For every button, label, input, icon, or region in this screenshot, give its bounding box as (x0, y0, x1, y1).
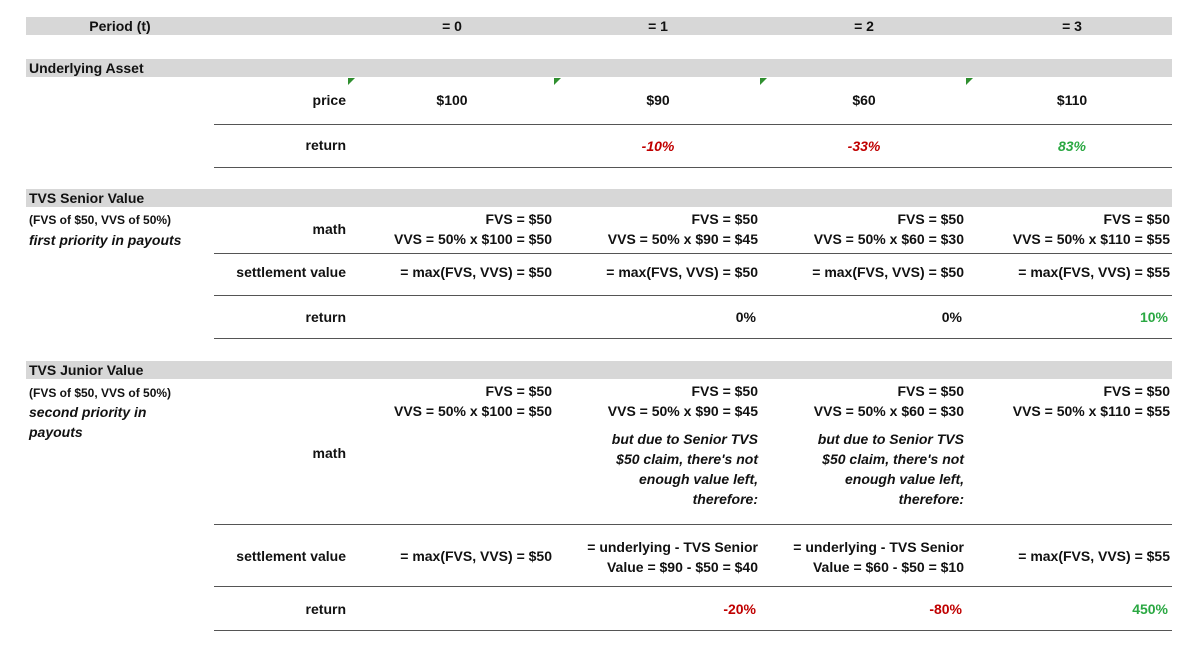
junior-note: (FVS of $50, VVS of 50%) (29, 386, 172, 400)
senior-math-t1 (558, 209, 758, 249)
row-divider (214, 295, 1172, 296)
row-divider (214, 586, 1172, 587)
underlying-return-t3: 83% (1057, 138, 1087, 154)
senior-section-bar (26, 189, 1172, 207)
senior-settlement-t3: = max(FVS, VVS) = $55 (1018, 264, 1170, 280)
senior-math-t3 (968, 209, 1170, 249)
junior-settlement-label: settlement value (236, 548, 346, 564)
underlying-section-bar (26, 59, 1172, 77)
settlement-line: = underlying - TVS Senior (793, 539, 964, 555)
junior-settlement-t3: = max(FVS, VVS) = $55 (1018, 548, 1170, 564)
senior-math-t2 (764, 209, 964, 249)
row-divider (214, 524, 1172, 525)
cell-marker-icon (348, 78, 355, 85)
junior-fvs-t1: FVS = $50 (691, 383, 758, 399)
price-label: price (312, 92, 346, 108)
junior-math-t3 (968, 381, 1170, 421)
senior-vvs-t3: VVS = 50% x $110 = $55 (1012, 231, 1170, 247)
but-due-line: but due to Senior TVS (611, 431, 758, 447)
junior-fvs-t0: FVS = $50 (485, 383, 552, 399)
junior-priority (29, 402, 146, 442)
senior-vvs-t1: VVS = 50% x $90 = $45 (607, 231, 758, 247)
senior-math-t0 (352, 209, 552, 249)
but-due-line: $50 claim, there's not (822, 451, 964, 467)
but-due-line: therefore: (898, 491, 964, 507)
cell-marker-icon (966, 78, 973, 85)
cell-marker-icon (760, 78, 767, 85)
senior-settlement-label: settlement value (236, 264, 346, 280)
junior-vvs-t1: VVS = 50% x $90 = $45 (607, 403, 758, 419)
junior-return-t3: 450% (1132, 601, 1168, 617)
junior-fvs-t2: FVS = $50 (897, 383, 964, 399)
period-2: = 2 (854, 18, 874, 34)
junior-return-label: return (305, 601, 346, 617)
settlement-line: = underlying - TVS Senior (587, 539, 758, 555)
price-t1: $90 (646, 92, 670, 108)
senior-return-label: return (305, 309, 346, 325)
senior-note: (FVS of $50, VVS of 50%) (29, 213, 172, 227)
senior-vvs-t0: VVS = 50% x $100 = $50 (393, 231, 552, 247)
row-divider (214, 124, 1172, 125)
price-t0: $100 (436, 92, 468, 108)
junior-title: TVS Junior Value (29, 362, 144, 378)
cell-marker-icon (554, 78, 561, 85)
senior-settlement-t1: = max(FVS, VVS) = $50 (606, 264, 758, 280)
price-t2: $60 (852, 92, 876, 108)
junior-section-bar (26, 361, 1172, 379)
but-due-line: therefore: (692, 491, 758, 507)
junior-priority-line2: payouts (29, 424, 83, 440)
period-label: Period (t) (89, 18, 151, 34)
period-1: = 1 (648, 18, 668, 34)
junior-vvs-t2: VVS = 50% x $60 = $30 (813, 403, 964, 419)
junior-vvs-t0: VVS = 50% x $100 = $50 (393, 403, 552, 419)
senior-vvs-t2: VVS = 50% x $60 = $30 (813, 231, 964, 247)
senior-title: TVS Senior Value (29, 190, 145, 206)
underlying-return-label: return (305, 137, 346, 153)
senior-settlement-t2: = max(FVS, VVS) = $50 (812, 264, 964, 280)
junior-but-due-t1 (558, 429, 758, 509)
senior-return-t3: 10% (1139, 309, 1168, 325)
row-divider (214, 253, 1172, 254)
price-t3: $110 (1056, 92, 1088, 108)
underlying-return-t1: -10% (641, 138, 675, 154)
senior-math-label: math (312, 221, 346, 237)
junior-return-t2: -80% (929, 601, 962, 617)
row-divider (214, 630, 1172, 631)
junior-vvs-t3: VVS = 50% x $110 = $55 (1012, 403, 1170, 419)
senior-fvs-t1: FVS = $50 (691, 211, 758, 227)
junior-fvs-t3: FVS = $50 (1103, 383, 1170, 399)
junior-math-t1 (558, 381, 758, 509)
junior-settlement-t2 (754, 537, 964, 577)
senior-priority: first priority in payouts (29, 232, 182, 248)
junior-priority-line1: second priority in (29, 404, 147, 420)
junior-settlement-t0: = max(FVS, VVS) = $50 (400, 548, 552, 564)
underlying-return-t2: -33% (847, 138, 881, 154)
senior-return-t2: 0% (941, 309, 962, 325)
junior-math-t2 (764, 381, 964, 509)
but-due-line: enough value left, (844, 471, 964, 487)
junior-but-due-t2 (764, 429, 964, 509)
junior-math-t0 (352, 381, 552, 421)
period-3: = 3 (1062, 18, 1082, 34)
row-divider (214, 167, 1172, 168)
junior-return-t1: -20% (723, 601, 756, 617)
settlement-line: Value = $60 - $50 = $10 (812, 559, 964, 575)
senior-fvs-t2: FVS = $50 (897, 211, 964, 227)
but-due-line: $50 claim, there's not (616, 451, 758, 467)
senior-fvs-t0: FVS = $50 (485, 211, 552, 227)
junior-math-label: math (312, 445, 346, 461)
row-divider (214, 338, 1172, 339)
senior-fvs-t3: FVS = $50 (1103, 211, 1170, 227)
but-due-line: but due to Senior TVS (817, 431, 964, 447)
junior-settlement-t1 (548, 537, 758, 577)
but-due-line: enough value left, (638, 471, 758, 487)
senior-return-t1: 0% (735, 309, 756, 325)
settlement-line: Value = $90 - $50 = $40 (606, 559, 758, 575)
underlying-title: Underlying Asset (29, 60, 144, 76)
period-0: = 0 (442, 18, 462, 34)
senior-settlement-t0: = max(FVS, VVS) = $50 (400, 264, 552, 280)
